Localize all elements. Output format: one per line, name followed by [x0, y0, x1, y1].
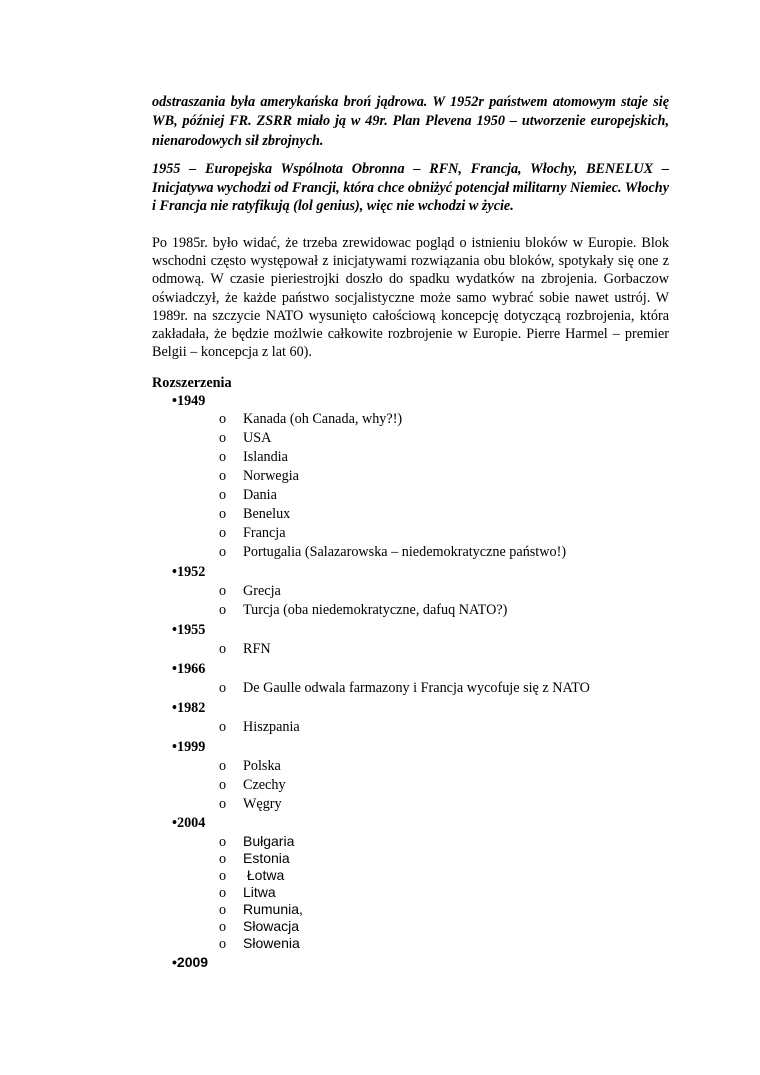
circle-bullet-icon: o — [219, 506, 227, 522]
list-item — [219, 679, 590, 697]
list-item — [219, 448, 288, 466]
year-heading — [172, 814, 205, 832]
bullet-icon: • — [172, 622, 177, 638]
circle-bullet-icon: o — [219, 641, 227, 657]
member-label: Bułgaria — [243, 833, 295, 849]
list-item — [219, 776, 286, 794]
list-item — [219, 467, 299, 485]
year-label: 1955 — [176, 622, 206, 638]
year-heading — [172, 563, 205, 581]
circle-bullet-icon: o — [219, 411, 227, 427]
section-heading: Rozszerzenia — [152, 375, 232, 391]
member-label: Islandia — [243, 449, 288, 465]
member-label: Litwa — [243, 884, 276, 900]
list-item — [219, 718, 300, 736]
member-label: Norwegia — [243, 468, 299, 484]
circle-bullet-icon: o — [219, 544, 227, 560]
member-label: Portugalia (Salazarowska – niedemokratyczne państwo!) — [243, 544, 567, 560]
circle-bullet-icon: o — [219, 758, 227, 774]
list-item — [219, 429, 271, 447]
year-label: 2004 — [176, 815, 206, 831]
year-heading — [172, 660, 205, 678]
list-item — [219, 524, 286, 542]
member-label: Polska — [243, 758, 281, 774]
member-label: Czechy — [243, 777, 286, 793]
year-heading — [172, 392, 205, 410]
member-label: Słowenia — [243, 935, 300, 951]
member-label: Kanada (oh Canada, why?!) — [243, 411, 403, 427]
circle-bullet-icon: o — [219, 680, 227, 696]
year-label: 2009 — [176, 954, 209, 970]
circle-bullet-icon: o — [219, 449, 227, 465]
list-item — [219, 640, 271, 658]
member-label: RFN — [243, 641, 271, 657]
bullet-icon: • — [172, 954, 177, 970]
list-item — [219, 582, 281, 600]
list-item — [219, 505, 290, 523]
member-label: Łotwa — [243, 867, 285, 883]
year-label: 1952 — [176, 564, 206, 580]
bullet-icon: • — [172, 739, 177, 755]
member-label: Rumunia, — [243, 901, 303, 917]
year-heading — [172, 699, 205, 717]
member-label: Estonia — [243, 850, 290, 866]
circle-bullet-icon: o — [219, 796, 227, 812]
bullet-icon: • — [172, 700, 177, 716]
circle-bullet-icon: o — [219, 834, 227, 850]
circle-bullet-icon: o — [219, 868, 227, 884]
list-item — [219, 410, 402, 428]
bullet-icon: • — [172, 815, 177, 831]
circle-bullet-icon: o — [219, 919, 227, 935]
paragraph-nuclear-deterrence: odstraszania była amerykańska broń jądrowa. W 1952r państwem atomowym staje się WB, później FR. ZSRR miało ją w 49r. Plan Plevena 1950 – utworzenie europejskich, nienarodowych sił zbrojnych. — [152, 94, 669, 149]
list-item — [219, 934, 300, 953]
circle-bullet-icon: o — [219, 851, 227, 867]
member-label: Węgry — [243, 796, 282, 812]
paragraph-edc-1955: 1955 – Europejska Wspólnota Obronna – RFN, Francja, Włochy, BENELUX – Inicjatywa wychodzi od Francji, która chce obniżyć potencjał militarny Niemiec. Włochy i Francja nie ratyfikują (lol genius), więc nie wchodzi w życie. — [152, 161, 669, 215]
list-item — [219, 757, 281, 775]
member-label: Słowacja — [243, 918, 300, 934]
year-label: 1999 — [176, 739, 206, 755]
paragraph-post-1985: Po 1985r. było widać, że trzeba zrewidowac pogląd o istnieniu bloków w Europie. Blok wschodni często występował z inicjatywami rozwiązania obu bloków, spotykały się one z odmową. W czasie pieriestrojki doszło do spadku wydatków na zbrojenia. Gorbaczow oświadczył, że każde państwo socjalistyczne może samo wybrać sobie nawet ustrój. W 1989r. na szczycie NATO wysunięto całościową koncepcję dotyczącą rozbrojenia, która zakładała, że będzie możlwie całkowite rozbrojenie w Europie. Pierre Harmel – premier Belgii – koncepcja z lat 60). — [152, 235, 669, 361]
list-item — [219, 543, 566, 561]
member-label: Francja — [243, 525, 286, 541]
bullet-icon: • — [172, 661, 177, 677]
circle-bullet-icon: o — [219, 936, 227, 952]
member-label: USA — [243, 430, 272, 446]
circle-bullet-icon: o — [219, 719, 227, 735]
circle-bullet-icon: o — [219, 583, 227, 599]
list-item — [219, 486, 277, 504]
year-heading — [172, 738, 205, 756]
circle-bullet-icon: o — [219, 525, 227, 541]
circle-bullet-icon: o — [219, 468, 227, 484]
member-label: Grecja — [243, 583, 281, 599]
year-label: 1949 — [176, 393, 206, 409]
circle-bullet-icon: o — [219, 885, 227, 901]
year-heading — [172, 621, 205, 639]
circle-bullet-icon: o — [219, 430, 227, 446]
bullet-icon: • — [172, 564, 177, 580]
member-label: Benelux — [243, 506, 291, 522]
bullet-icon: • — [172, 393, 177, 409]
member-label: De Gaulle odwala farmazony i Francja wycofuje się z NATO — [243, 680, 590, 696]
circle-bullet-icon: o — [219, 777, 227, 793]
member-label: Dania — [243, 487, 277, 503]
circle-bullet-icon: o — [219, 487, 227, 503]
member-label: Turcja (oba niedemokratyczne, dafuq NATO?) — [243, 602, 508, 618]
year-label: 1982 — [176, 700, 206, 716]
circle-bullet-icon: o — [219, 902, 227, 918]
circle-bullet-icon: o — [219, 602, 227, 618]
year-heading — [172, 953, 208, 971]
member-label: Hiszpania — [243, 719, 300, 735]
list-item — [219, 795, 282, 813]
list-item — [219, 601, 507, 619]
year-label: 1966 — [176, 661, 206, 677]
